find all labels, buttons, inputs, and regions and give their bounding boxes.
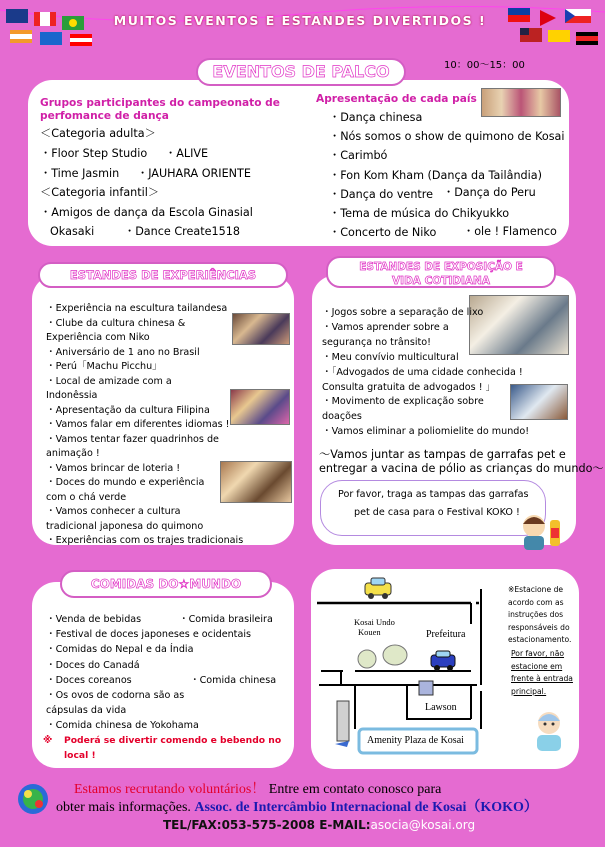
food-item: ・Os ovos de codorna são as [46,690,185,701]
food-title: COMIDAS DO☆MUNDO [60,570,272,598]
bubble-text: pet de casa para o Festival KOKO ! [354,507,520,518]
experience-item: ・Perú「Machu Picchu」 [46,361,162,372]
exhibition-item: doações [322,411,362,423]
group-item: Okasaki [50,225,95,238]
presentation-item: ・Concerto de Niko [329,226,437,240]
koko-logo-icon [14,782,52,816]
exhibition-title: ESTANDES DE EXPOSIÇÃO E VIDA COTIDIANA [326,256,556,288]
lawyers-photo [510,384,568,420]
banner-title: MUITOS EVENTOS E ESTANDES DIVERTIDOS ! [113,13,487,28]
group-item: ・Time Jasmin [40,167,120,180]
parking-text: estacionamento. [508,635,572,644]
parking-text: acordo com as [508,597,564,607]
group-item: ・Floor Step Studio [40,147,148,160]
exhibition-item: ・Meu convívio multicultural [322,351,459,363]
footer-info-text: obter mais informações. [56,800,191,815]
groups-heading: Grupos participantes do campeonato de perfomance de dança [40,97,280,123]
exhibition-item: segurança no trânsito! [322,336,431,348]
footer-line2 [56,801,538,815]
experience-item: com o chá verde [46,491,127,503]
map-label-lawson: Lawson [425,702,457,713]
food-note: local ! [64,750,96,761]
polio-note: entregar a vacina de pólio as crianças do mundo～ [319,462,604,475]
child-category: ＜Categoria infantil＞ [40,186,160,199]
food-note-mark: ※ [43,735,53,746]
map-label-park: Kouen [358,627,381,637]
exhibition-item: ・Jogos sobre a separação de lixo [322,307,484,318]
food-item: ・Comidas do Nepal e da Índia [46,644,194,656]
food-item: ・Venda de bebidas [46,614,142,625]
experience-item: ・Vamos conhecer a cultura [46,506,181,517]
map-label-park: Kosai Undo [354,617,395,627]
adult-category: ＜Categoria adulta＞ [40,127,156,140]
experience-item: ・Apresentação da cultura Filipina [46,404,210,416]
polio-note: ～Vamos juntar as tampas de garrafas pet e [319,448,566,461]
child-icon [520,512,568,552]
exhibition-item: ・Movimento de explicação sobre [322,396,484,408]
map-label-plaza: Amenity Plaza de Kosai [367,735,464,746]
association-name: Assoc. de Intercâmbio Internacional de Kosai（KOKO） [194,800,538,815]
presentation-item: ・ole ! Flamenco [463,225,557,238]
group-item: ・ALIVE [165,147,209,160]
experience-item: ・Vamos brincar de loteria ! [46,462,181,474]
footer-contact-text: Entre em contato conosco para [268,782,442,797]
exhibition-item: Consulta gratuita de advogados ! 」 [322,381,496,393]
experience-item: ・Clube da cultura chinesa & [46,317,186,329]
no-parking-text: estacione em [511,661,563,671]
experience-item: ・Local de amizade com a [46,375,172,387]
exhibition-item: ・Vamos aprender sobre a [322,321,449,333]
experience-title: ESTANDES DE EXPERIÊNCIAS [38,262,288,288]
car-icon [431,651,455,671]
experience-item: Experiência com Niko [46,332,150,343]
experience-item: Indonêssia [46,390,98,401]
presentation-item: ・Tema de música do Chikyukko [329,207,510,220]
footer-line1 [74,783,441,797]
food-item: ・Comida brasileira [179,614,273,625]
group-item: ・JAUHARA ORIENTE [137,167,251,180]
contact-line: TEL/FAX:053-575-2008 E-MAIL: [163,818,371,832]
sweets-photo [220,461,292,503]
experience-item: ・Doces do mundo e experiência [46,477,205,488]
stage-title: EVENTOS DE PALCO [196,58,406,86]
experience-item: ・Aniversário de 1 ano no Brasil [46,346,200,358]
parking-text: ※Estacione de [508,585,564,594]
parking-text: responsáveis do [508,622,570,632]
experience-item: ・Vamos tentar fazer quadrinhos de [46,433,219,445]
food-item: ・Comida chinesa [190,675,277,686]
food-item: ・Comida chinesa de Yokohama [46,720,199,732]
flag-icon [6,9,28,23]
food-item: cápsulas da vida [46,705,127,717]
no-parking-text: Por favor, não [511,649,565,658]
dance-photo [481,88,561,117]
car-icon [365,578,391,599]
no-parking-text: frente à entrada [511,674,573,683]
group-item: ・Dance Create1518 [124,225,240,238]
stage-time: 10：00～15：00 [444,60,525,71]
experience-item: tradicional japonesa do quimono [46,520,204,532]
food-note: Poderá se divertir comendo e bebendo no [64,735,282,746]
kid-reading-icon [527,707,571,755]
experience-item: animação ! [46,448,100,459]
presentation-heading: Apresentação de cada país [316,93,477,105]
presentation-item: ・Dança chinesa [329,111,423,124]
food-item: ・Festival de doces japoneses e ocidentais [46,629,251,641]
filipino-culture-photo [230,389,290,425]
volunteer-recruiting: Estamos recrutando voluntários！ [74,782,266,797]
exhibition-item: ・Vamos eliminar a poliomielite do mundo! [322,426,530,438]
email-link[interactable]: asocia@kosai.org [370,818,476,832]
presentation-item: ・Carimbó [329,149,388,163]
food-item: ・Doces coreanos [46,674,132,686]
chinese-culture-photo [232,313,290,345]
no-parking-text: principal. [511,686,547,696]
footer-line3 [163,819,475,831]
experience-item: ・Experiências com os trajes tradicionais [46,535,244,546]
group-item: ・Amigos de dança da Escola Ginasial [40,206,253,219]
exhibition-item: ・「Advogados de uma cidade conhecida ! [322,366,523,378]
presentation-item: ・Nós somos o show de quimono de Kosai [329,130,565,144]
parking-text: instruções dos [508,610,564,619]
exhibition-photo [469,295,569,355]
presentation-item: ・Fon Kom Kham (Dança da Tailândia) [329,168,542,182]
food-item: ・Doces do Canadá [46,659,140,671]
bubble-text: Por favor, traga as tampas das garrafas [338,489,529,500]
presentation-item: ・Dança do Peru [443,186,536,199]
experience-item: ・Vamos falar em diferentes idiomas ! [46,419,230,430]
map-label-prefeitura: Prefeitura [426,629,466,640]
presentation-item: ・Dança do ventre [329,187,434,201]
experience-item: ・Experiência na escultura tailandesa [46,303,228,314]
